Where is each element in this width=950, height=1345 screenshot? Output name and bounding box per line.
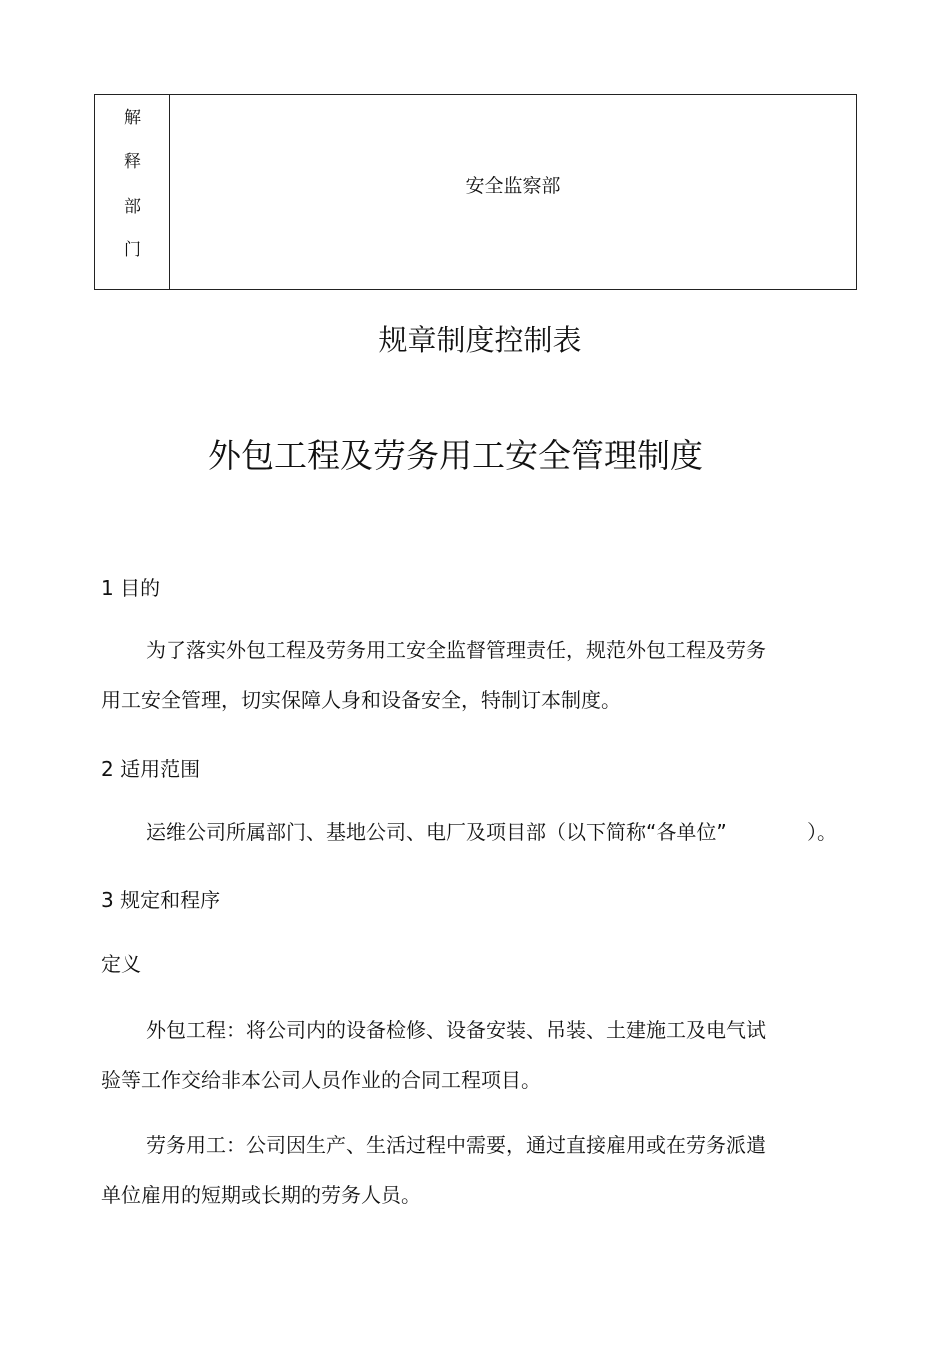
dept-value-text: 安全监察部 <box>465 175 561 197</box>
section-1-paragraph-line: 为了落实外包工程及劳务用工安全监督管理责任，规范外包工程及劳务 <box>146 638 766 662</box>
section-1-paragraph-line: 用工安全管理，切实保障人身和设备安全，特制订本制度。 <box>101 688 621 712</box>
definition-labor-line: 劳务用工：公司因生产、生活过程中需要，通过直接雇用或在劳务派遣 <box>146 1133 766 1157</box>
document-title: 外包工程及劳务用工安全管理制度 <box>208 436 703 475</box>
section-2-heading: 2 适用范围 <box>101 757 201 781</box>
dept-label-char: 解 <box>124 108 141 128</box>
section-3-heading: 3 规定和程序 <box>101 888 221 912</box>
dept-label-char: 释 <box>124 152 141 172</box>
dept-label-char: 门 <box>124 240 141 260</box>
definition-outsourcing-line: 验等工作交给非本公司人员作业的合同工程项目。 <box>101 1068 541 1092</box>
dept-value-cell <box>170 95 856 289</box>
definition-labor-line: 单位雇用的短期或长期的劳务人员。 <box>101 1183 421 1207</box>
section-1-heading: 1 目的 <box>101 576 161 600</box>
section-2-paragraph: 运维公司所属部门、基地公司、电厂及项目部（以下简称“各单位” <box>146 820 727 844</box>
section-2-paragraph-tail: ）。 <box>807 820 837 844</box>
dept-label-char: 部 <box>124 197 141 217</box>
definition-outsourcing-line: 外包工程：将公司内的设备检修、设备安装、吊装、土建施工及电气试 <box>146 1018 766 1042</box>
definition-heading: 定义 <box>101 952 141 976</box>
control-table-title: 规章制度控制表 <box>378 323 582 357</box>
dept-label-cell <box>95 95 170 289</box>
interpretation-department-table <box>94 94 857 290</box>
